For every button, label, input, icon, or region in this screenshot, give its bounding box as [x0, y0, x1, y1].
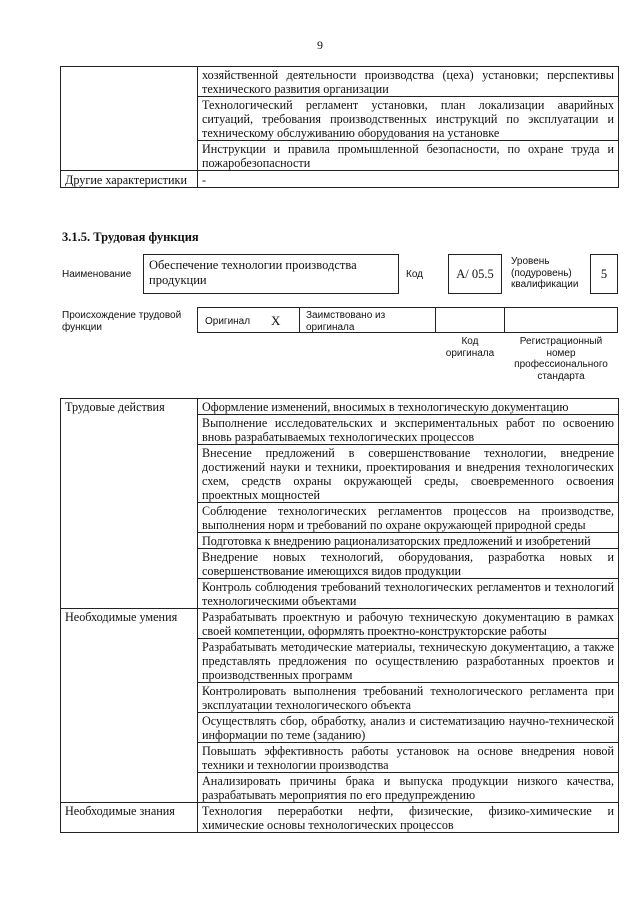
- page-number: 9: [317, 38, 323, 52]
- table-cell: хозяйственной деятельности производства (цеха) установки; перспективы технического развития организации: [198, 67, 619, 97]
- list-item: Анализировать причины брака и выпуска продукции низкого качества, разрабатывать мероприятия по его предупреждению: [198, 773, 619, 803]
- original-label: Оригинал: [205, 316, 251, 327]
- list-item: Технология переработки нефти, физические, физико-химические и химические основы технологических процессов: [198, 803, 619, 833]
- table-row: [61, 399, 619, 415]
- borrowed-box: [299, 307, 436, 333]
- table-cell: Инструкции и правила промышленной безопасности, по охране труда и пожаробезопасности: [198, 141, 619, 171]
- table-cell: Технологический регламент установки, план локализации аварийных ситуаций, требования производственных инструкций по эксплуатации и техническому обслуживанию оборудования на установке: [198, 97, 619, 141]
- level-value-box: [590, 254, 618, 294]
- section-heading: 3.1.5. Трудовая функция: [62, 230, 199, 244]
- level-value: 5: [600, 267, 608, 281]
- table-row: [61, 171, 619, 188]
- list-item: Внедрение новых технологий, оборудования, разработка новых и совершенствование имеющихся видов продукции: [198, 549, 619, 579]
- table-row: [61, 609, 619, 639]
- list-item: Оформление изменений, вносимых в технологическую документацию: [198, 399, 619, 415]
- name-value: Обеспечение технологии производства продукции: [149, 258, 357, 287]
- reg-number-box: [504, 307, 618, 333]
- top-requirements-table: [60, 66, 619, 188]
- code-value: А/ 05.5: [456, 267, 494, 281]
- list-item: Выполнение исследовательских и экспериментальных работ по освоению вновь разрабатываемых технологических процессов: [198, 415, 619, 445]
- level-label: Уровень (подуровень) квалификации: [511, 256, 579, 290]
- list-item: Разрабатывать проектную и рабочую техническую документацию в рамках своей компетенции, оформлять проектно-конструкторские работы: [198, 609, 619, 639]
- table-row: [61, 67, 619, 97]
- code-label: Код: [406, 269, 424, 280]
- list-item: Осуществлять сбор, обработку, анализ и систематизацию научно-технической информации по теме (заданию): [198, 713, 619, 743]
- list-item: Контроль соблюдения требований технологических регламентов и технологий технологическими объектами: [198, 579, 619, 609]
- table-row: [61, 803, 619, 833]
- reg-number-caption: Регистрационный номер профессионального стандарта: [514, 336, 608, 382]
- origin-label: Происхождение трудовой функции: [62, 310, 182, 333]
- borrowed-label: Заимствовано из оригинала: [306, 310, 386, 333]
- list-item: Повышать эффективность работы установок на основе внедрения новой техники и технологии производства: [198, 743, 619, 773]
- group-label: Необходимые знания: [61, 803, 198, 833]
- group-label: Необходимые умения: [61, 609, 198, 803]
- name-value-box: [143, 254, 399, 294]
- list-item: Подготовка к внедрению рационализаторских предложений и изобретений: [198, 533, 619, 549]
- list-item: Соблюдение технологических регламентов процессов на производстве, выполнения норм и требований по охране окружающей природной среды: [198, 503, 619, 533]
- list-item: Разрабатывать методические материалы, техническую документацию, а также представлять предложения по осуществлению разработанных проектов и производственных программ: [198, 639, 619, 683]
- original-box: [197, 307, 300, 333]
- original-mark: X: [271, 313, 281, 328]
- table-cell: -: [198, 171, 619, 188]
- labor-function-table: [60, 398, 619, 833]
- list-item: Контролировать выполнения требований технологического регламента при эксплуатации технологического объекта: [198, 683, 619, 713]
- code-value-box: [448, 254, 502, 294]
- name-label: Наименование: [62, 269, 132, 280]
- group-label: Трудовые действия: [61, 399, 198, 609]
- row-label: [61, 67, 198, 171]
- row-label: Другие характеристики: [61, 171, 198, 188]
- code-original-box: [435, 307, 505, 333]
- code-original-caption: Код оригинала: [445, 336, 495, 359]
- list-item: Внесение предложений в совершенствование технологии, внедрение достижений науки и техники, проектирования и внедрения технологических схем, средств охраны окружающей среды, своевременного освоения проектных мощностей: [198, 445, 619, 503]
